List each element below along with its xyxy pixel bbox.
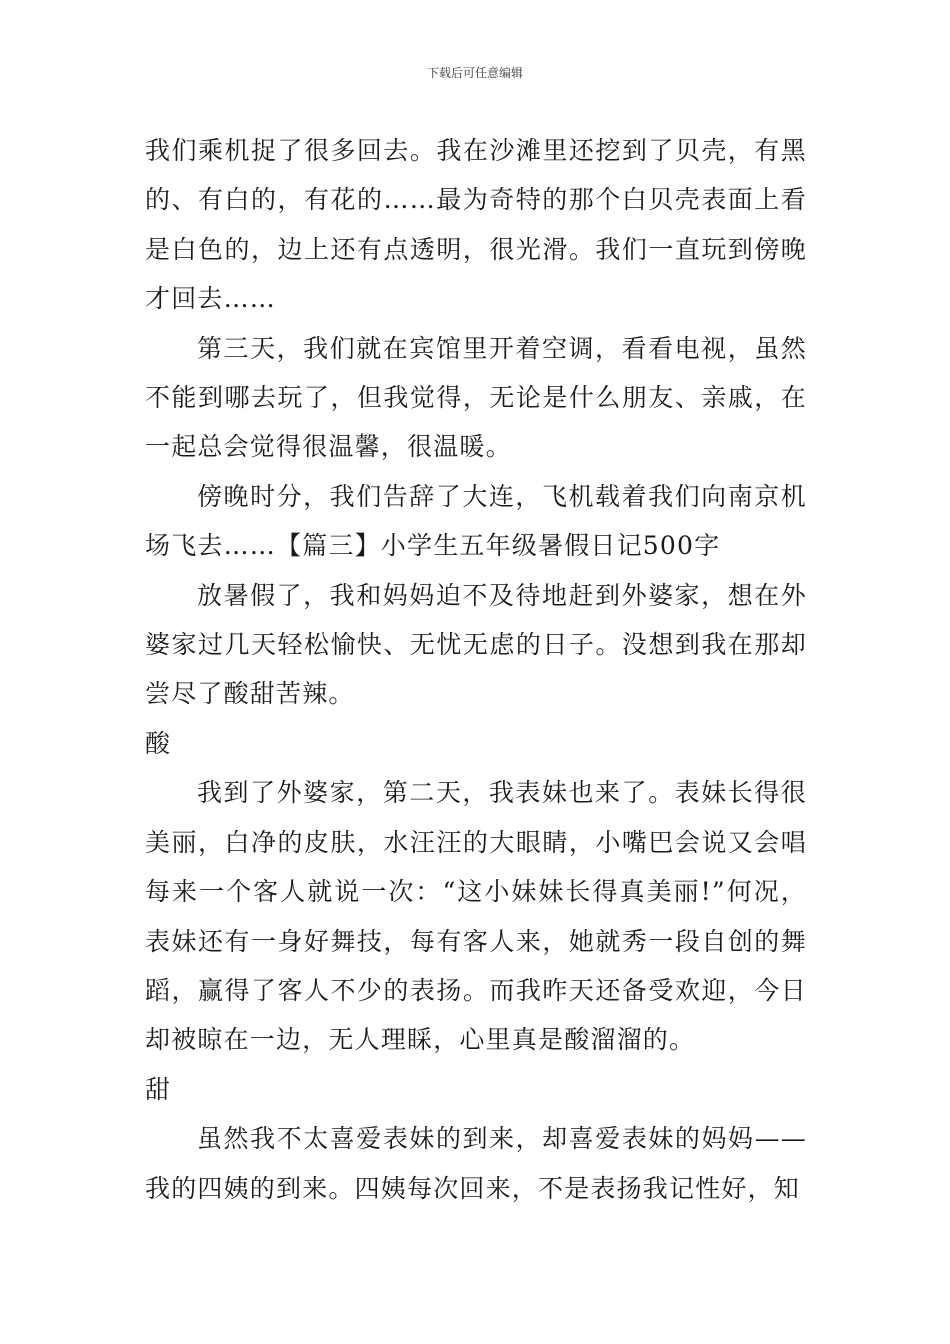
document-body (145, 126, 807, 1213)
paragraph-summer-vacation: 放暑假了，我和妈妈迫不及待地赶到外婆家，想在外婆家过几天轻松愉快、无忧无虑的日子。没想到我在那却尝尽了酸甜苦辣。 (145, 580, 807, 709)
section-heading-sour: 酸 (145, 728, 172, 758)
page-header-note: 下载后可任意编辑 (426, 66, 523, 80)
paragraph-cousin: 我到了外婆家，第二天，我表妹也来了。表妹长得很美丽，白净的皮肤，水汪汪的大眼睛，小嘴巴会说又会唱每来一个客人就说一次：“这小妹妹长得真美丽!”何况，表妹还有一身好舞技，每有客人来，她就秀一段自创的舞蹈，赢得了客人不少的表扬。而我昨天还备受欢迎，今日却被晾在一边，无人理睬，心里真是酸溜溜的。 (145, 778, 807, 1055)
paragraph-continuation: 我们乘机捉了很多回去。我在沙滩里还挖到了贝壳，有黑的、有白的，有花的……最为奇特的那个白贝壳表面上看是白色的，边上还有点透明，很光滑。我们一直玩到傍晚才回去…… (145, 136, 807, 314)
paragraph-aunt: 虽然我不太喜爱表妹的到来，却喜爱表妹的妈妈——我的四姨的到来。四姨每次回来，不是表扬我记性好，知 (145, 1124, 807, 1203)
paragraph-return-nanjing: 傍晚时分，我们告辞了大连，飞机载着我们向南京机场飞去……【篇三】小学生五年级暑假日记500字 (145, 481, 807, 561)
paragraph-day-three: 第三天，我们就在宾馆里开着空调，看看电视，虽然不能到哪去玩了，但我觉得，无论是什么朋友、亲戚，在一起总会觉得很温馨，很温暖。 (145, 333, 807, 462)
section-heading-sweet: 甜 (145, 1074, 172, 1104)
